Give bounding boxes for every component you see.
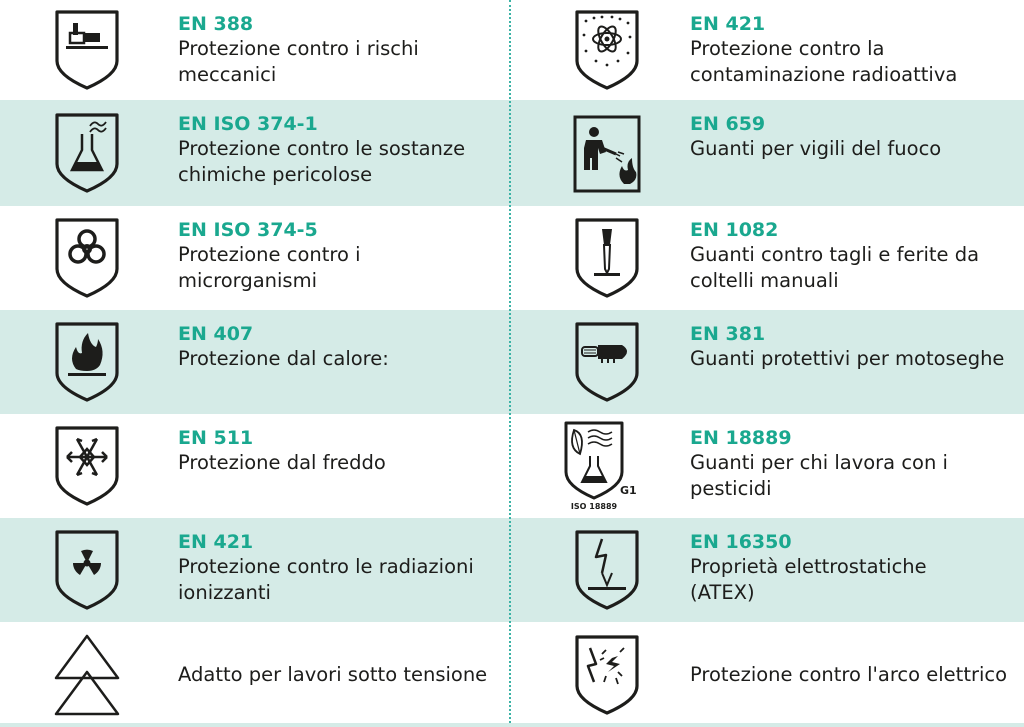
standard-description: Protezione dal calore: [178,347,389,370]
standard-text [178,12,500,88]
standard-cell [0,310,510,414]
standard-cell [510,414,1024,518]
radioactive-contamination-icon [572,9,642,91]
standard-cell [0,518,510,622]
standard-code: EN 381 [690,323,766,345]
standard-description: Guanti contro tagli e ferite da coltelli manuali [690,243,980,292]
standard-description: Protezione contro i rischi meccanici [178,37,419,86]
standard-code: EN 18889 [690,427,792,449]
standard-description: Protezione contro le sostanze chimiche pericolose [178,137,466,186]
pesticide-icon [560,420,638,512]
double-triangle-icon [52,630,122,720]
standard-cell [510,310,1024,414]
standard-cell [510,100,1024,206]
electrostatic-icon [572,529,642,611]
standard-cell [510,622,1024,727]
biohazard-icon [52,217,122,299]
standard-description: Protezione contro l'arco elettrico [690,662,1008,686]
standard-cell [0,414,510,518]
standard-code: EN 16350 [690,531,792,553]
table-row [0,206,1024,310]
pesticide-icon-label: G1 [620,484,637,497]
standard-code: EN 1082 [690,219,779,241]
standard-code: EN 421 [178,531,254,553]
standard-cell [0,622,510,727]
standard-cell [0,0,510,100]
table-row [0,310,1024,414]
table-row [0,0,1024,100]
standard-description: Protezione contro la contaminazione radioattiva [690,37,958,86]
standard-description: Protezione dal freddo [178,451,386,474]
standard-text [690,426,1014,502]
bottom-edge [0,723,1024,727]
column-divider [509,0,511,727]
standard-description: Proprietà elettrostatiche (ATEX) [690,555,927,604]
radiation-icon [52,529,122,611]
table-row [0,518,1024,622]
standard-cell [0,100,510,206]
standard-code: EN 407 [178,323,254,345]
standard-cell [510,206,1024,310]
standard-code: EN 659 [690,113,766,135]
table-row [0,622,1024,727]
standard-code: EN ISO 374-1 [178,113,318,135]
standard-code: EN 511 [178,427,254,449]
standard-cell [510,0,1024,100]
standard-description: Protezione contro le radiazioni ionizzanti [178,555,474,604]
pesticide-icon-standard: ISO 18889 [570,502,618,511]
standard-text [178,530,500,606]
standard-cell [510,518,1024,622]
chemical-icon [52,112,122,194]
standard-text [690,662,1014,688]
standard-description: Adatto per lavori sotto tensione [178,662,488,686]
flame-icon [52,321,122,403]
standard-text [178,426,500,476]
electric-arc-icon [572,634,642,716]
mechanical-risk-icon [52,9,122,91]
firefighter-icon [572,112,642,194]
table-row [0,414,1024,518]
standard-description: Protezione contro i microrganismi [178,243,361,292]
standard-text [178,322,500,372]
standard-text [690,218,1014,294]
snowflake-icon [52,425,122,507]
chainsaw-icon [572,321,642,403]
standard-description: Guanti protettivi per motoseghe [690,347,1005,370]
standard-text [178,662,500,688]
standard-cell [0,206,510,310]
standard-text [690,112,1014,162]
standard-text [178,218,500,294]
standard-code: EN 421 [690,13,766,35]
standard-text [690,12,1014,88]
standard-text [178,112,500,188]
standard-code: EN 388 [178,13,254,35]
standard-description: Guanti per chi lavora con i pesticidi [690,451,948,500]
table-row [0,100,1024,206]
standard-text [690,322,1014,372]
standard-code: EN ISO 374-5 [178,219,318,241]
standard-text [690,530,1014,606]
standard-description: Guanti per vigili del fuoco [690,137,942,160]
knife-icon [572,217,642,299]
